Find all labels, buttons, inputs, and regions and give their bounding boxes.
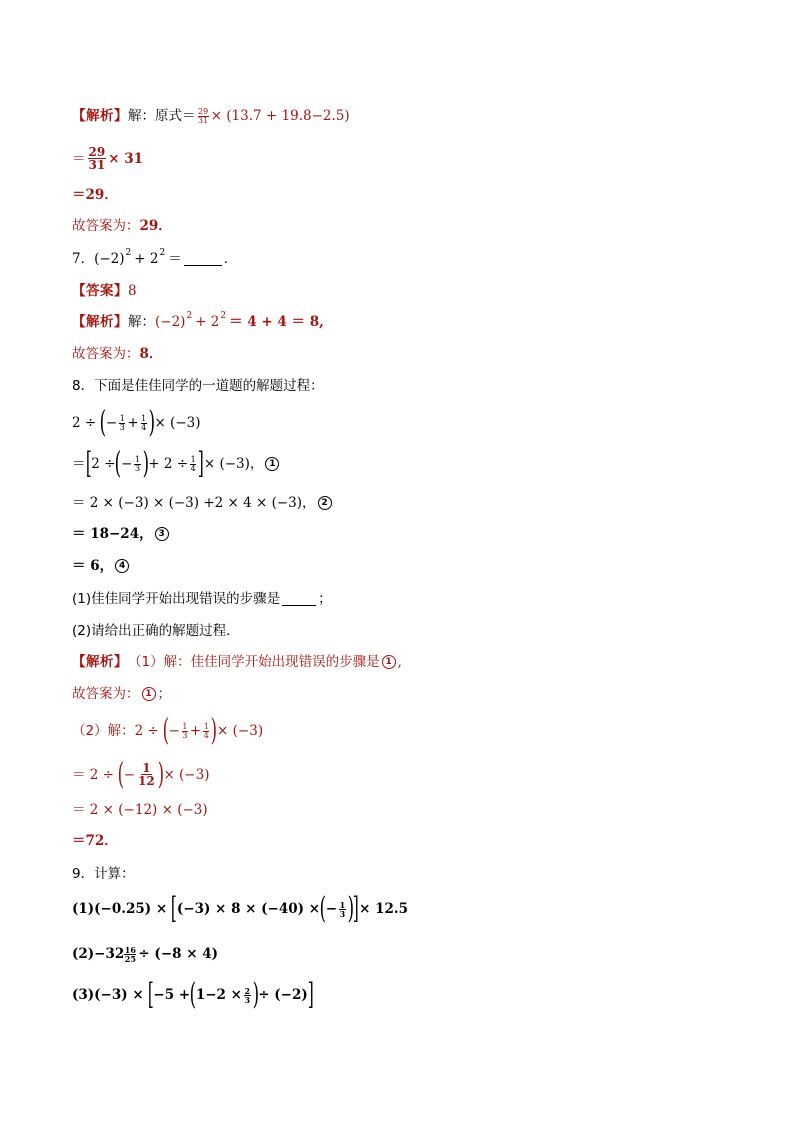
q6-final-answer: 故答案为： 29． bbox=[72, 218, 172, 234]
step-marker-2: 2 bbox=[318, 496, 332, 510]
q6-step2: ＝29． bbox=[72, 187, 118, 203]
q6-step1-fraction: $\frac{29}{31}$ bbox=[88, 145, 106, 172]
analysis-label: 【解析】 bbox=[72, 108, 128, 124]
q8-step-b: ＝ 2 × (−12) × (−3) bbox=[72, 802, 208, 818]
q8-final-answer: 故答案为： 1 ； bbox=[72, 686, 171, 702]
answer-label: 【答案】 bbox=[72, 283, 128, 299]
q8-line1: 2 ÷ ( − $\frac{1}{3}$ + $\frac{1}{4}$ ) × (−3) bbox=[72, 405, 201, 440]
q8-line3: ＝ 2 × (−3) × (−3) +2 × 4 × (−3)， 2 bbox=[72, 493, 334, 513]
q8-solution-2: （2）解： 2 ÷ ( − $\frac{1}{3}$ + $\frac{1}{4}$ ) × (−3) bbox=[72, 713, 264, 748]
q8-subquestion-1: (1)佳佳同学开始出现错误的步骤是 ； bbox=[72, 591, 332, 607]
q6-solution-line bbox=[72, 106, 350, 126]
q6-fraction: $\frac{29}{31}$ bbox=[198, 106, 209, 125]
q8-solution-1: 【解析】 （1）解：佳佳同学开始出现错误的步骤是 1 , bbox=[72, 654, 402, 670]
q9-part1: (1)(−0.25) × [ (−3) × 8 × (−40) × ( − $\frac{1}{3}$ ) ] × 12.5 bbox=[72, 891, 409, 926]
q8-question: 8． 下面是佳佳同学的一道题的解题过程： bbox=[72, 378, 324, 394]
q7-answer-value: 8 bbox=[128, 283, 137, 299]
q7-final-answer: 故答案为： 8． bbox=[72, 346, 163, 362]
q6-solution-prefix: 解：原式＝ bbox=[128, 108, 196, 124]
q8-answer-blank bbox=[282, 592, 316, 606]
q7-solution: 【解析】 解： (−2) 2 + 2 2 ＝ 4 + 4 ＝ 8, bbox=[72, 311, 324, 330]
q9-part3: (3)(−3) × [ −5 + ( 1−2 × $\frac{2}{3}$ ) ÷ (−2) ] bbox=[72, 977, 314, 1012]
q6-expression: × (13.7 + 19.8−2.5) bbox=[210, 108, 350, 124]
step-marker-4: 4 bbox=[115, 559, 129, 573]
step-marker-1: 1 bbox=[265, 457, 279, 471]
q8-line2: ＝ [ 2 ÷ ( − $\frac{1}{3}$ ) + 2 ÷ $\frac{1}{4}$ ] × (−3)， 1 bbox=[72, 454, 281, 474]
q8-line5: ＝ 6， 4 bbox=[72, 556, 131, 576]
q8-step-c: ＝72． bbox=[72, 833, 118, 849]
q6-step1: ＝ $\frac{29}{31}$ × 31 bbox=[72, 145, 144, 172]
q8-step-a: ＝ 2 ÷ ( − $\frac{1}{12}$ ) × (−3) bbox=[72, 756, 210, 792]
q8-line4: ＝ 18−24， 3 bbox=[72, 524, 171, 544]
q7-answer bbox=[72, 281, 137, 301]
q9-part2: (2)−32 $\frac{16}{25}$ ÷ (−8 × 4) bbox=[72, 944, 219, 964]
q8-subquestion-2: (2)请给出正确的解题过程． bbox=[72, 623, 240, 639]
q9-question: 9． 计算： bbox=[72, 866, 135, 882]
q7-question: 7． (−2) 2 + 2 2 ＝ ． bbox=[72, 248, 238, 267]
q7-answer-blank bbox=[184, 252, 222, 266]
step-marker-3: 3 bbox=[155, 527, 169, 541]
